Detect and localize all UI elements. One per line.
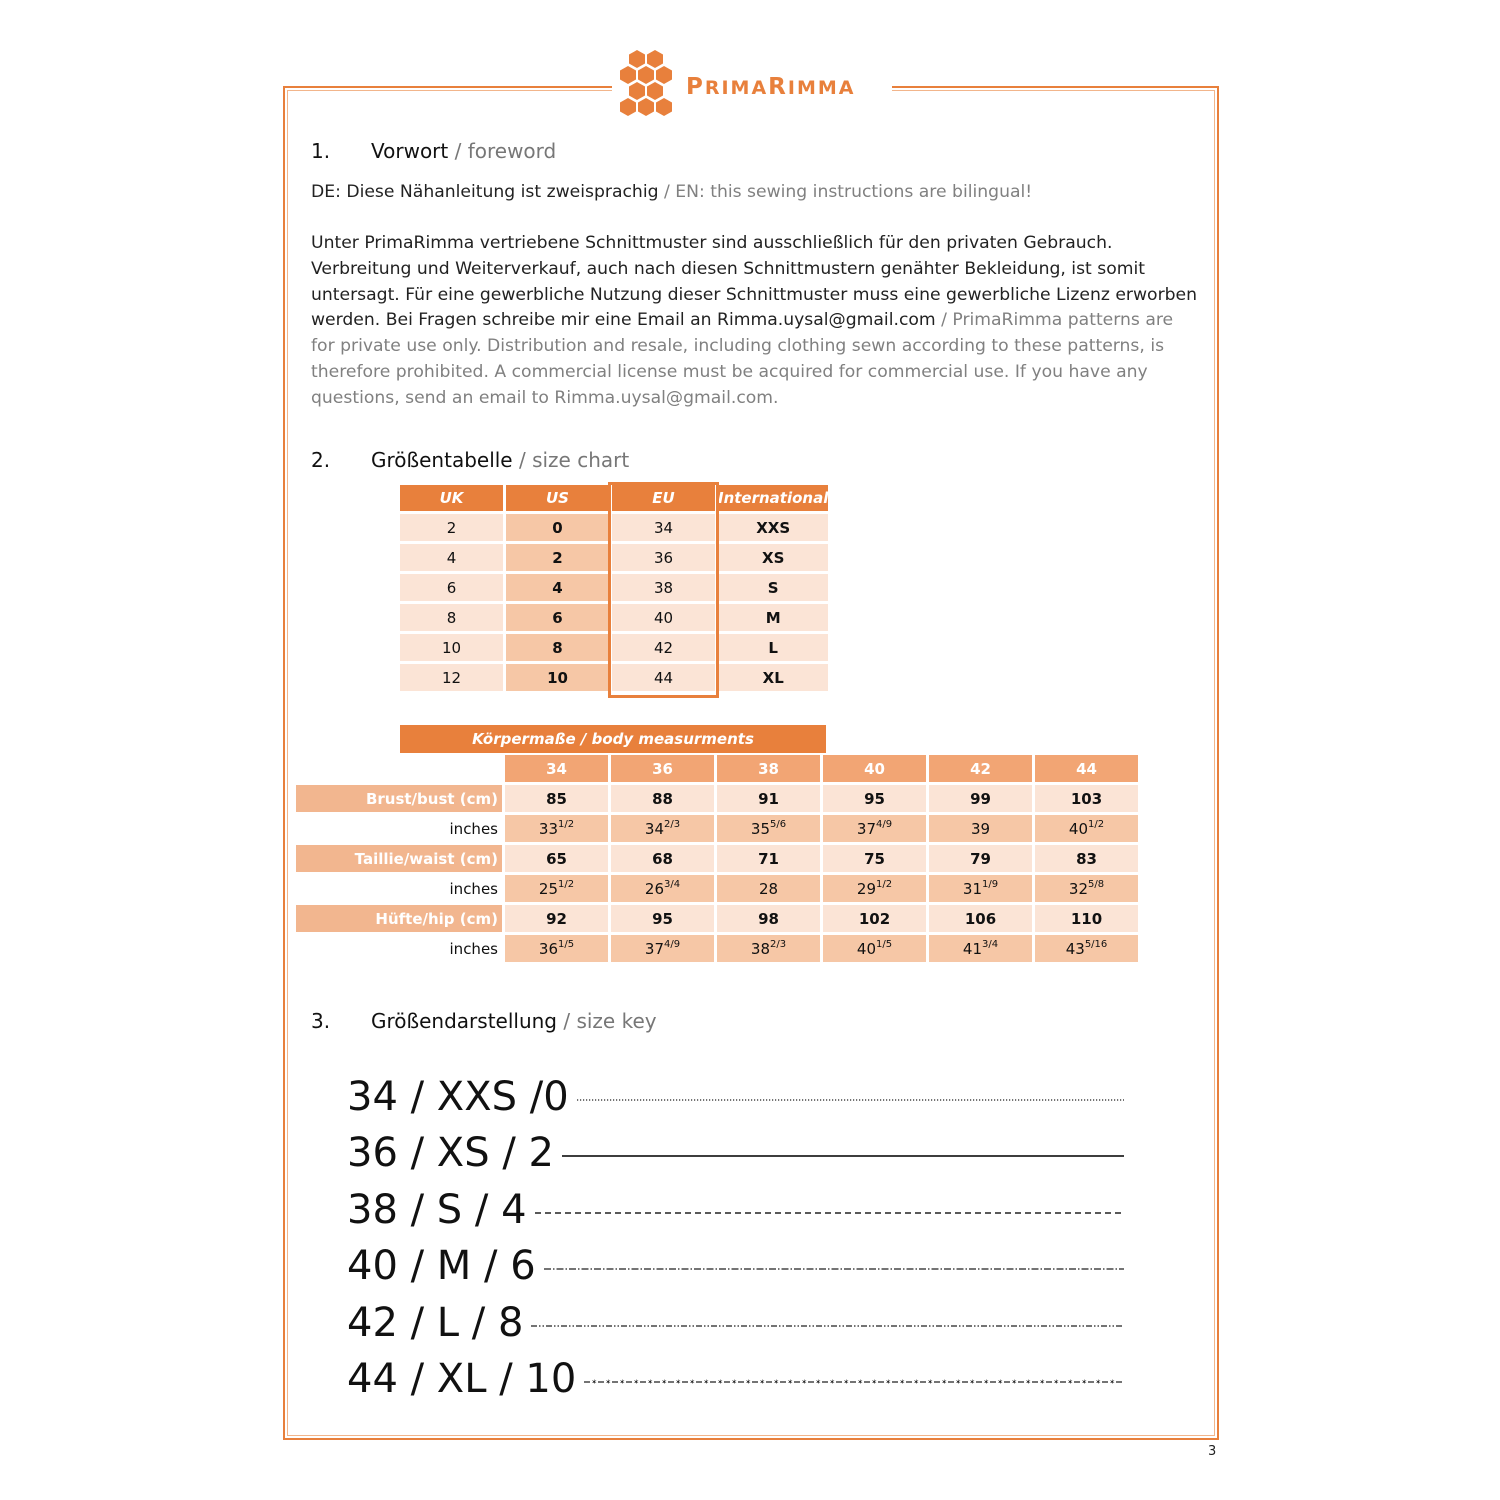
size-key-label: 38 / S / 4 (347, 1187, 527, 1233)
svg-text:*: * (1054, 1379, 1059, 1388)
svg-text:*: * (886, 1379, 891, 1388)
size-header-uk: UK (400, 485, 503, 511)
eu-column-highlight (608, 482, 719, 698)
size-header-eu: EU (612, 485, 715, 511)
measurement-row-label: inches (296, 815, 502, 842)
size-cell-uk: 4 (400, 544, 503, 571)
foreword-en: / PrimaRimma patterns are for private use only. Distribution and resale, including clothing sewn according to these patterns, is therefore prohibited. A commercial license must be acquired for commercial use. If you have any questions, send an email to Rimma.uysal@gmail.com. (311, 310, 1174, 408)
section-title-en: / size key (563, 1009, 657, 1033)
size-cell-international: XXS (718, 514, 828, 541)
svg-text:*: * (956, 1379, 961, 1388)
table-row (296, 815, 1138, 842)
size-cell-eu: 44 (612, 664, 715, 691)
size-cell-us: 2 (506, 544, 609, 571)
size-cell-uk: 8 (400, 604, 503, 631)
svg-text:*: * (998, 1379, 1003, 1388)
bilingual-note (311, 180, 1201, 206)
measurement-cell: 75 (823, 845, 926, 872)
svg-text:*: * (970, 1379, 975, 1388)
svg-text:*: * (900, 1379, 905, 1388)
table-row (296, 875, 1138, 902)
section-number: 2. (311, 448, 331, 472)
svg-text:*: * (788, 1379, 793, 1388)
table-row (296, 905, 1138, 932)
measurement-cell: 110 (1035, 905, 1138, 932)
measurement-cell: $26^{3/4}$ (611, 875, 714, 902)
svg-text:*: * (592, 1379, 597, 1388)
size-key-line-dash-star (584, 1376, 1124, 1388)
section-title-de: Vorwort (371, 139, 449, 163)
section-title-en: / size chart (518, 448, 630, 472)
body-measurements-title: Körpermaße / body measurments (400, 725, 826, 753)
svg-text:*: * (816, 1379, 821, 1388)
size-header-international: International (718, 485, 828, 511)
size-key-line-dash-dot-dot (531, 1320, 1124, 1332)
honeycomb-icon (612, 48, 686, 126)
measurement-cell: 91 (717, 785, 820, 812)
size-key-label: 44 / XL / 10 (347, 1356, 577, 1402)
measurement-cell: 88 (611, 785, 714, 812)
svg-text:*: * (830, 1379, 835, 1388)
svg-text:*: * (676, 1379, 681, 1388)
size-cell-eu: 38 (612, 574, 715, 601)
section-3-heading (311, 1009, 657, 1033)
svg-text:*: * (1026, 1379, 1031, 1388)
measurement-cell: $32^{5/8}$ (1035, 875, 1138, 902)
measurement-cell: 99 (929, 785, 1032, 812)
size-key-line-dash-dot (544, 1263, 1124, 1275)
measurement-row-label: Taillie/waist (cm) (296, 845, 502, 872)
size-cell-uk: 2 (400, 514, 503, 541)
svg-text:*: * (1096, 1379, 1101, 1388)
measurement-cell: 85 (505, 785, 608, 812)
svg-text:*: * (942, 1379, 947, 1388)
page-number: 3 (1208, 1444, 1217, 1459)
measurement-cell: $34^{2/3}$ (611, 815, 714, 842)
table-row (296, 785, 1138, 812)
size-cell-uk: 12 (400, 664, 503, 691)
svg-text:*: * (760, 1379, 765, 1388)
svg-text:*: * (1110, 1379, 1115, 1388)
measurement-size-header: 44 (1035, 755, 1138, 782)
intro-en: / EN: this sewing instructions are bilingual! (663, 182, 1033, 202)
measurement-cell: 92 (505, 905, 608, 932)
svg-text:*: * (606, 1379, 611, 1388)
measurement-cell: 65 (505, 845, 608, 872)
foreword-de: Unter PrimaRimma vertriebene Schnittmuster sind ausschließlich für den privaten Gebrauch. Verbreitung und Weiterverkauf, auch nach diesen Schnittmustern genähter Bekleidung, ist somit untersagt. Für eine gewerbliche Nutzung dieser Schnittmuster muss eine gewerbliche Lizenz erworben werden. Bei Fragen schreibe mir eine Email an Rimma.uysal@gmail.com (311, 233, 1198, 331)
section-title-en: / foreword (454, 139, 557, 163)
size-cell-us: 0 (506, 514, 609, 541)
measurement-row-label: inches (296, 875, 502, 902)
svg-text:*: * (844, 1379, 849, 1388)
section-number: 3. (311, 1009, 331, 1033)
section-2-heading (311, 448, 629, 472)
svg-text:*: * (732, 1379, 737, 1388)
section-title-de: Größentabelle (371, 448, 513, 472)
size-cell-us: 10 (506, 664, 609, 691)
size-cell-eu: 34 (612, 514, 715, 541)
measurement-size-header: 40 (823, 755, 926, 782)
measurement-size-header: 38 (717, 755, 820, 782)
size-cell-international: XL (718, 664, 828, 691)
svg-text:*: * (872, 1379, 877, 1388)
measurement-cell: 102 (823, 905, 926, 932)
size-key-line-dotted (577, 1094, 1124, 1106)
measurement-size-header: 42 (929, 755, 1032, 782)
svg-text:*: * (1082, 1379, 1087, 1388)
intro-de: DE: Diese Nähanleitung ist zweisprachig (311, 182, 659, 202)
measurement-size-header: 34 (505, 755, 608, 782)
size-cell-uk: 10 (400, 634, 503, 661)
size-key-label: 36 / XS / 2 (347, 1130, 554, 1176)
size-cell-us: 8 (506, 634, 609, 661)
measurement-cell: $40^{1/5}$ (823, 935, 926, 962)
size-cell-us: 6 (506, 604, 609, 631)
size-header-us: US (506, 485, 609, 511)
measurement-cell: 103 (1035, 785, 1138, 812)
foreword-body (311, 231, 1201, 412)
size-cell-international: L (718, 634, 828, 661)
measurement-cell: 95 (611, 905, 714, 932)
svg-text:*: * (662, 1379, 667, 1388)
measurement-cell: $35^{5/6}$ (717, 815, 820, 842)
table-row (296, 935, 1138, 962)
body-measurements-table (293, 752, 1141, 965)
section-1-heading (311, 139, 556, 163)
svg-text:*: * (634, 1379, 639, 1388)
svg-text:*: * (704, 1379, 709, 1388)
svg-text:*: * (928, 1379, 933, 1388)
measurement-cell: 98 (717, 905, 820, 932)
size-cell-eu: 42 (612, 634, 715, 661)
size-key-line-dashed (535, 1207, 1124, 1219)
svg-text:*: * (1068, 1379, 1073, 1388)
section-number: 1. (311, 139, 331, 163)
measurement-cell: $33^{1/2}$ (505, 815, 608, 842)
measurement-cell: 106 (929, 905, 1032, 932)
size-cell-eu: 40 (612, 604, 715, 631)
measurement-cell: $29^{1/2}$ (823, 875, 926, 902)
svg-text:*: * (648, 1379, 653, 1388)
table-row (296, 845, 1138, 872)
measurement-cell: $36^{1/5}$ (505, 935, 608, 962)
corner-cell (296, 755, 502, 782)
svg-text:*: * (774, 1379, 779, 1388)
size-key-label: 42 / L / 8 (347, 1300, 524, 1346)
measurement-cell: 71 (717, 845, 820, 872)
measurement-cell: 28 (717, 875, 820, 902)
svg-text:*: * (914, 1379, 919, 1388)
measurement-cell: $40^{1/2}$ (1035, 815, 1138, 842)
svg-text:*: * (1012, 1379, 1017, 1388)
size-cell-international: S (718, 574, 828, 601)
measurement-cell: $31^{1/9}$ (929, 875, 1032, 902)
svg-text:*: * (1040, 1379, 1045, 1388)
size-cell-eu: 36 (612, 544, 715, 571)
measurement-cell: 79 (929, 845, 1032, 872)
measurement-cell: $43^{5/16}$ (1035, 935, 1138, 962)
size-cell-international: XS (718, 544, 828, 571)
measurement-cell: 68 (611, 845, 714, 872)
measurement-row-label: inches (296, 935, 502, 962)
size-cell-international: M (718, 604, 828, 631)
section-title-de: Größendarstellung (371, 1009, 557, 1033)
svg-text:*: * (718, 1379, 723, 1388)
measurement-cell: $25^{1/2}$ (505, 875, 608, 902)
size-key-line-solid (562, 1150, 1124, 1162)
svg-text:*: * (620, 1379, 625, 1388)
brand-name: PRIMARIMMA (686, 74, 856, 100)
measurement-cell: $37^{4/9}$ (823, 815, 926, 842)
brand-logo (612, 48, 892, 126)
size-key-label: 40 / M / 6 (347, 1243, 536, 1289)
measurement-row-label: Brust/bust (cm) (296, 785, 502, 812)
measurement-cell: $37^{4/9}$ (611, 935, 714, 962)
svg-text:*: * (858, 1379, 863, 1388)
svg-text:*: * (746, 1379, 751, 1388)
size-cell-us: 4 (506, 574, 609, 601)
svg-text:*: * (802, 1379, 807, 1388)
svg-text:*: * (690, 1379, 695, 1388)
measurement-cell: 39 (929, 815, 1032, 842)
measurement-cell: $41^{3/4}$ (929, 935, 1032, 962)
measurement-size-header: 36 (611, 755, 714, 782)
size-key-label: 34 / XXS /0 (347, 1074, 569, 1120)
svg-text:*: * (984, 1379, 989, 1388)
measurement-cell: 83 (1035, 845, 1138, 872)
measurement-row-label: Hüfte/hip (cm) (296, 905, 502, 932)
measurement-cell: $38^{2/3}$ (717, 935, 820, 962)
measurement-cell: 95 (823, 785, 926, 812)
size-cell-uk: 6 (400, 574, 503, 601)
